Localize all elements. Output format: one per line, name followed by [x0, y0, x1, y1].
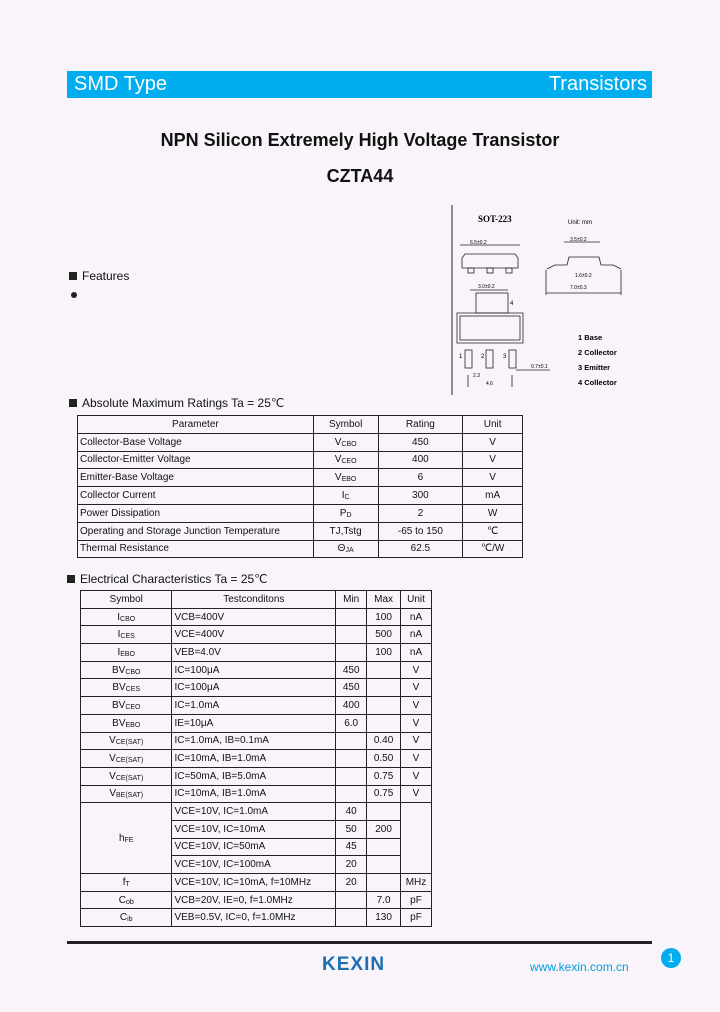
symbol-cell: $\Theta_{JA}$ — [313, 540, 378, 558]
svg-text:6.5±0.2: 6.5±0.2 — [470, 240, 487, 246]
svg-text:4: 4 — [510, 301, 514, 307]
table-row — [81, 732, 432, 750]
max-cell — [367, 874, 401, 892]
min-cell — [336, 785, 367, 803]
svg-text:2.3: 2.3 — [473, 373, 480, 379]
pin-label: 4 Collector — [578, 378, 617, 387]
unit-cell: ℃/W — [463, 540, 523, 558]
unit-cell: V — [401, 714, 432, 732]
symbol-cell: $V_{CE(SAT)}$ — [81, 750, 172, 768]
table-row — [81, 626, 432, 644]
symbol-cell: $C_{ob}$ — [81, 891, 172, 909]
unit-cell: V — [401, 767, 432, 785]
max-cell: 200 — [367, 820, 401, 838]
condition-cell: IC=50mA, IB=5.0mA — [172, 767, 336, 785]
table-row — [81, 679, 432, 697]
symbol-cell: $V_{CEO}$ — [313, 451, 378, 469]
table-row — [81, 714, 432, 732]
column-header: Unit — [463, 416, 523, 434]
table-row — [81, 697, 432, 715]
condition-cell: IC=100μA — [172, 661, 336, 679]
condition-cell: IC=100μA — [172, 679, 336, 697]
column-header: Testconditons — [172, 591, 336, 609]
svg-text:0.7±0.1: 0.7±0.1 — [531, 364, 548, 370]
table-row — [78, 504, 523, 522]
max-cell: 0.40 — [367, 732, 401, 750]
symbol-cell: $I_{CES}$ — [81, 626, 172, 644]
table-header-row — [81, 591, 432, 609]
max-cell: 100 — [367, 608, 401, 626]
parameter-cell: Power Dissipation — [78, 504, 314, 522]
symbol-cell: $h_{FE}$ — [81, 803, 172, 874]
min-cell: 20 — [336, 874, 367, 892]
unit-cell: MHz — [401, 874, 432, 892]
abs-max-label: Absolute Maximum Ratings Ta = 25℃ — [82, 396, 285, 410]
table-row — [81, 644, 432, 662]
table-row — [81, 608, 432, 626]
unit-cell: pF — [401, 891, 432, 909]
unit-cell: V — [401, 661, 432, 679]
rating-cell: 450 — [378, 433, 463, 451]
max-cell: 100 — [367, 644, 401, 662]
features-heading — [69, 269, 129, 283]
min-cell: 400 — [336, 697, 367, 715]
symbol-cell: $BV_{CEO}$ — [81, 697, 172, 715]
min-cell: 20 — [336, 856, 367, 874]
rating-cell: 400 — [378, 451, 463, 469]
rating-cell: 2 — [378, 504, 463, 522]
unit-label: Unit: mm — [568, 220, 592, 226]
table-row — [78, 433, 523, 451]
svg-text:3.0±0.2: 3.0±0.2 — [478, 284, 495, 290]
condition-cell: VCE=400V — [172, 626, 336, 644]
min-cell — [336, 767, 367, 785]
symbol-cell: $BV_{CES}$ — [81, 679, 172, 697]
table-row — [81, 803, 432, 821]
symbol-cell: $V_{BE(SAT)}$ — [81, 785, 172, 803]
column-header: Min — [336, 591, 367, 609]
condition-cell: IE=10μA — [172, 714, 336, 732]
min-cell — [336, 750, 367, 768]
symbol-cell: TJ,Tstg — [313, 522, 378, 540]
min-cell — [336, 891, 367, 909]
column-header: Symbol — [313, 416, 378, 434]
condition-cell: VCE=10V, IC=50mA — [172, 838, 336, 856]
column-header: Max — [367, 591, 401, 609]
parameter-cell: Emitter-Base Voltage — [78, 469, 314, 487]
parameter-cell: Collector Current — [78, 487, 314, 505]
unit-cell: V — [401, 697, 432, 715]
column-header: Parameter — [78, 416, 314, 434]
header-bar — [67, 71, 652, 98]
kexin-logo: KEXIN — [322, 954, 386, 975]
pin-label: 3 Emitter — [578, 363, 611, 372]
max-cell — [367, 679, 401, 697]
symbol-cell: $I_C$ — [313, 487, 378, 505]
parameter-cell: Thermal Resistance — [78, 540, 314, 558]
symbol-cell: $f_T$ — [81, 874, 172, 892]
table-row — [78, 522, 523, 540]
table-row — [78, 540, 523, 558]
column-header: Unit — [401, 591, 432, 609]
symbol-cell: $I_{CBO}$ — [81, 608, 172, 626]
elec-char-table — [80, 590, 432, 927]
table-row — [81, 874, 432, 892]
max-cell: 500 — [367, 626, 401, 644]
parameter-cell: Collector-Emitter Voltage — [78, 451, 314, 469]
condition-cell: VCE=10V, IC=10mA — [172, 820, 336, 838]
abs-max-table — [77, 415, 523, 558]
table-row — [81, 767, 432, 785]
max-cell: 0.50 — [367, 750, 401, 768]
page-title: NPN Silicon Extremely High Voltage Transistor — [160, 130, 560, 150]
condition-cell: VCE=10V, IC=10mA, f=10MHz — [172, 874, 336, 892]
bullet-dot-icon — [71, 292, 77, 298]
unit-cell: V — [401, 785, 432, 803]
pin-label: 1 Base — [578, 333, 603, 342]
unit-cell: W — [463, 504, 523, 522]
max-cell: 130 — [367, 909, 401, 927]
package-name: SOT-223 — [478, 214, 512, 224]
parameter-cell: Collector-Base Voltage — [78, 433, 314, 451]
condition-cell: IC=1.0mA — [172, 697, 336, 715]
condition-cell: VCB=20V, IE=0, f=1.0MHz — [172, 891, 336, 909]
condition-cell: VCB=400V — [172, 608, 336, 626]
table-row — [81, 891, 432, 909]
table-header-row — [78, 416, 523, 434]
symbol-cell: $V_{EBO}$ — [313, 469, 378, 487]
unit-cell: V — [401, 679, 432, 697]
unit-cell: V — [463, 451, 523, 469]
unit-cell: nA — [401, 608, 432, 626]
condition-cell: IC=1.0mA, IB=0.1mA — [172, 732, 336, 750]
min-cell — [336, 732, 367, 750]
table-row — [81, 750, 432, 768]
min-cell — [336, 644, 367, 662]
unit-cell: V — [401, 732, 432, 750]
unit-cell — [401, 803, 432, 874]
svg-text:7.0±0.3: 7.0±0.3 — [570, 285, 587, 291]
part-number: CZTA44 — [326, 166, 394, 186]
bullet-square-icon — [69, 399, 77, 407]
condition-cell: VEB=4.0V — [172, 644, 336, 662]
min-cell: 6.0 — [336, 714, 367, 732]
max-cell — [367, 838, 401, 856]
abs-max-heading — [69, 396, 284, 410]
max-cell: 7.0 — [367, 891, 401, 909]
rating-cell: 300 — [378, 487, 463, 505]
unit-cell: V — [401, 750, 432, 768]
table-row — [78, 469, 523, 487]
svg-text:1.6±0.2: 1.6±0.2 — [575, 273, 592, 279]
svg-text:2: 2 — [481, 354, 485, 360]
table-row — [81, 785, 432, 803]
svg-text:1: 1 — [459, 354, 463, 360]
elec-char-label: Electrical Characteristics Ta = 25℃ — [80, 572, 268, 586]
parameter-cell: Operating and Storage Junction Temperature — [78, 522, 314, 540]
features-label: Features — [82, 269, 130, 283]
symbol-cell: $I_{EBO}$ — [81, 644, 172, 662]
table-row — [78, 451, 523, 469]
unit-cell: nA — [401, 626, 432, 644]
header-category: Transistors — [548, 73, 647, 95]
symbol-cell: $BV_{CBO}$ — [81, 661, 172, 679]
max-cell — [367, 697, 401, 715]
table-row — [81, 661, 432, 679]
unit-cell: V — [463, 469, 523, 487]
symbol-cell: $V_{CE(SAT)}$ — [81, 767, 172, 785]
min-cell: 450 — [336, 679, 367, 697]
min-cell — [336, 626, 367, 644]
page-number: 1 — [661, 948, 681, 968]
symbol-cell: $C_{ib}$ — [81, 909, 172, 927]
max-cell — [367, 856, 401, 874]
min-cell: 50 — [336, 820, 367, 838]
rating-cell: 6 — [378, 469, 463, 487]
condition-cell: IC=10mA, IB=1.0mA — [172, 750, 336, 768]
bullet-square-icon — [69, 272, 77, 280]
min-cell: 45 — [336, 838, 367, 856]
max-cell: 0.75 — [367, 767, 401, 785]
min-cell — [336, 909, 367, 927]
header-type: SMD Type — [74, 73, 167, 95]
table-row — [78, 487, 523, 505]
unit-cell: mA — [463, 487, 523, 505]
svg-text:3.5±0.2: 3.5±0.2 — [570, 237, 587, 243]
bullet-square-icon — [67, 575, 75, 583]
rating-cell: 62.5 — [378, 540, 463, 558]
condition-cell: VEB=0.5V, IC=0, f=1.0MHz — [172, 909, 336, 927]
condition-cell: IC=10mA, IB=1.0mA — [172, 785, 336, 803]
column-header: Rating — [378, 416, 463, 434]
symbol-cell: $P_D$ — [313, 504, 378, 522]
symbol-cell: $V_{CBO}$ — [313, 433, 378, 451]
min-cell — [336, 608, 367, 626]
website-link[interactable]: www.kexin.com.cn — [530, 960, 629, 974]
max-cell — [367, 803, 401, 821]
svg-text:3: 3 — [503, 354, 507, 360]
rating-cell: -65 to 150 — [378, 522, 463, 540]
package-diagram — [440, 205, 640, 395]
unit-cell: ℃ — [463, 522, 523, 540]
min-cell: 450 — [336, 661, 367, 679]
max-cell — [367, 714, 401, 732]
svg-text:4.6: 4.6 — [486, 381, 493, 387]
unit-cell: pF — [401, 909, 432, 927]
column-header: Symbol — [81, 591, 172, 609]
table-row — [81, 909, 432, 927]
unit-cell: V — [463, 433, 523, 451]
symbol-cell: $V_{CE(SAT)}$ — [81, 732, 172, 750]
condition-cell: VCE=10V, IC=1.0mA — [172, 803, 336, 821]
footer-divider — [67, 941, 652, 944]
min-cell: 40 — [336, 803, 367, 821]
condition-cell: VCE=10V, IC=100mA — [172, 856, 336, 874]
max-cell — [367, 661, 401, 679]
max-cell: 0.75 — [367, 785, 401, 803]
unit-cell: nA — [401, 644, 432, 662]
pin-label: 2 Collector — [578, 348, 617, 357]
symbol-cell: $BV_{EBO}$ — [81, 714, 172, 732]
elec-char-heading — [67, 572, 268, 586]
